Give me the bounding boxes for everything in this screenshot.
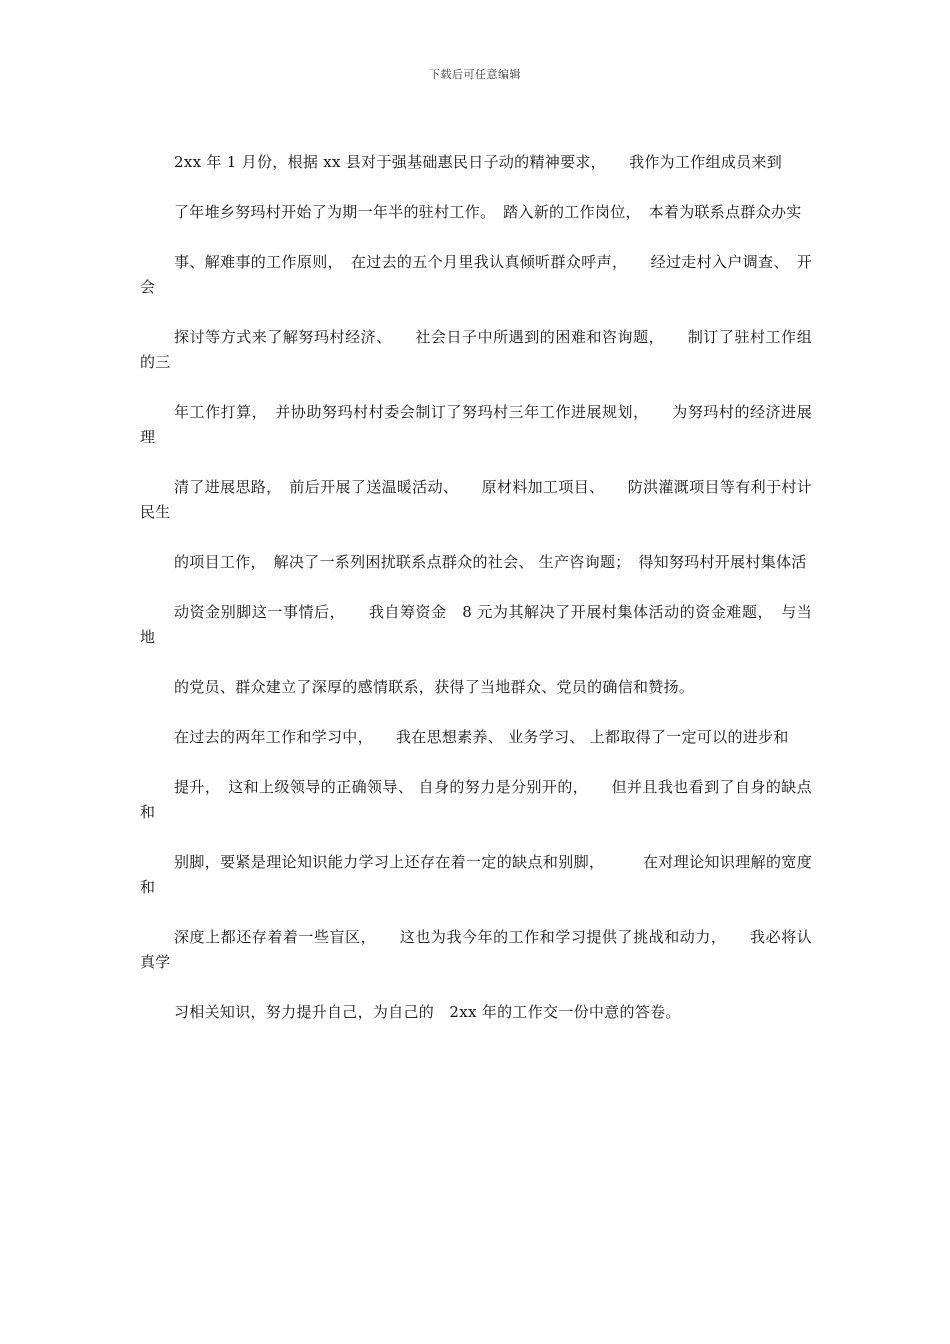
paragraph: 动资金别脚这一事情后， 我自筹资金 8 元为其解决了开展村集体活动的资金难题， 与当地 bbox=[140, 603, 812, 646]
paragraph: 习相关知识，努力提升自己，为自己的 2xx 年的工作交一份中意的答卷。 bbox=[174, 1003, 681, 1021]
paragraph: 深度上都还存着着一些盲区， 这也为我今年的工作和学习提供了挑战和动力， 我必将认真学 bbox=[140, 928, 812, 971]
paragraph: 在过去的两年工作和学习中， 我在思想素养、 业务学习、 上都取得了一定可以的进步和 bbox=[174, 728, 789, 746]
paragraph: 事、解难事的工作原则， 在过去的五个月里我认真倾听群众呼声， 经过走村入户调查、 开会 bbox=[140, 253, 812, 296]
document-body bbox=[140, 150, 812, 1050]
paragraph: 年工作打算， 并协助努玛村村委会制订了努玛村三年工作进展规划， 为努玛村的经济进展理 bbox=[140, 403, 812, 446]
paragraph: 了年堆乡努玛村开始了为期一年半的驻村工作。 踏入新的工作岗位， 本着为联系点群众办实 bbox=[174, 203, 802, 221]
paragraph: 清了进展思路， 前后开展了送温暖活动、 原材料加工项目、 防洪灌溉项目等有利于村计民生 bbox=[140, 478, 812, 521]
paragraph: 别脚，要紧是理论知识能力学习上还存在着一定的缺点和别脚， 在对理论知识理解的宽度和 bbox=[140, 853, 812, 896]
paragraph: 的项目工作， 解决了一系列困扰联系点群众的社会、 生产咨询题； 得知努玛村开展村集体活 bbox=[174, 553, 807, 571]
paragraph: 的党员、群众建立了深厚的感情联系，获得了当地群众、党员的确信和赞扬。 bbox=[174, 678, 695, 696]
paragraph: 提升， 这和上级领导的正确领导、 自身的努力是分别开的， 但并且我也看到了自身的缺点和 bbox=[140, 778, 812, 821]
paragraph: 2xx 年 1 月份，根据 xx 县对于强基础惠民日子动的精神要求， 我作为工作组成员来到 bbox=[174, 153, 783, 171]
paragraph: 探讨等方式来了解努玛村经济、 社会日子中所遇到的困难和咨询题， 制订了驻村工作组的三 bbox=[140, 328, 812, 371]
page-header: 下载后可任意编辑 bbox=[429, 68, 521, 81]
